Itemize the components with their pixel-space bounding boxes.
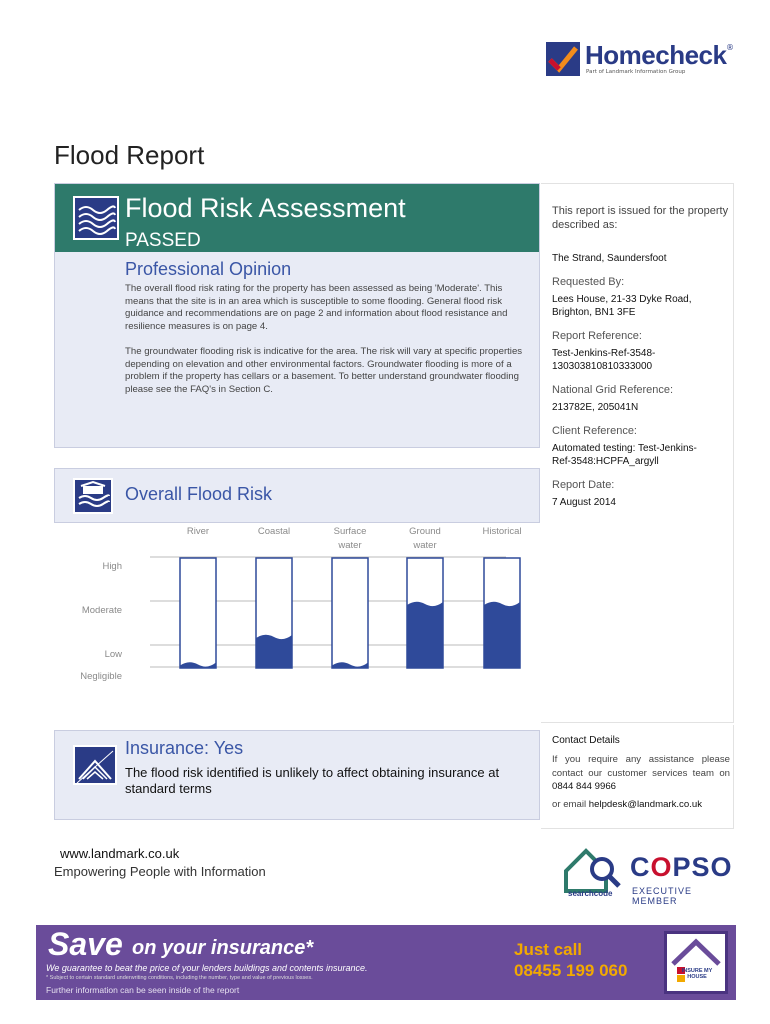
flood-risk-chart xyxy=(54,522,540,690)
tagline: Empowering People with Information xyxy=(54,864,266,879)
banner-further-info: Further information can be seen inside of the report xyxy=(46,985,240,995)
searchcode-label: searchcode xyxy=(568,889,613,898)
overall-risk-title: Overall Flood Risk xyxy=(125,484,273,504)
insurance-title: Insurance: Yes xyxy=(125,738,244,758)
copso-logo xyxy=(630,852,740,906)
contact-body-text: If you require any assistance please contact our customer services team on xyxy=(552,754,730,779)
overall-risk-panel xyxy=(54,468,540,523)
client-ref-line1: Automated testing: Test-Jenkins- xyxy=(552,443,697,454)
insurance-banner[interactable] xyxy=(36,925,736,1000)
logo-subtitle: Part of Landmark Information Group xyxy=(586,69,686,75)
level-label: Moderate xyxy=(81,605,122,616)
requested-by-line1: Lees House, 21-33 Dyke Road, xyxy=(552,294,692,305)
professional-opinion-title: Professional Opinion xyxy=(125,259,292,279)
groundwater-paragraph: The groundwater flooding risk is indicative for the area. The risk will vary at specific properties depending on elevation and other environmental factors. Groundwater flooding is more of a problem if the property has cellars or a basement. To better understand groundwater flooding please see the FAQ's in Section C. xyxy=(125,346,523,395)
homecheck-logo xyxy=(546,40,736,82)
column-fill xyxy=(256,635,292,668)
website-link[interactable]: www.landmark.co.uk xyxy=(60,846,180,861)
category-label: water xyxy=(413,540,437,551)
banner-save: Save xyxy=(48,926,123,962)
column-outline xyxy=(332,558,368,668)
category-label: water xyxy=(338,540,362,551)
report-ref-line2: 130303810810333000 xyxy=(552,361,653,372)
banner-small-print: * Subject to certain standard underwriting conditions, including the number, type and value of previous losses. xyxy=(46,975,313,981)
client-ref-line2: Ref-3548:HCPFA_argyll xyxy=(552,456,659,467)
insurance-icon xyxy=(73,745,117,785)
category-label: Ground xyxy=(409,526,441,537)
report-date-value: 7 August 2014 xyxy=(552,497,616,508)
grid-ref-value: 213782E, 205041N xyxy=(552,402,639,413)
level-label: Negligible xyxy=(80,671,122,682)
contact-email-prefix: or email xyxy=(552,798,589,810)
contact-body xyxy=(552,753,730,794)
insure-my-house-logo xyxy=(664,931,728,994)
copso-c: C xyxy=(630,852,651,882)
category-label: Coastal xyxy=(257,526,291,537)
copso-rest: PSO xyxy=(672,852,733,882)
contact-phone[interactable]: 0844 844 9966 xyxy=(552,781,617,792)
logo-name: Homecheck xyxy=(585,40,727,70)
waves-icon xyxy=(73,196,119,240)
requested-by-line2: Brighton, BN1 3FE xyxy=(552,307,636,318)
category-label: Historical xyxy=(482,526,522,537)
report-intro: This report is issued for the property described as: xyxy=(552,205,729,231)
copso-subtitle: EXECUTIVE MEMBER xyxy=(632,886,693,906)
category-label: Surface xyxy=(333,526,367,537)
report-ref-line1: Test-Jenkins-Ref-3548- xyxy=(552,348,656,359)
page-title: Flood Report xyxy=(54,140,205,170)
banner-headline: on your insurance* xyxy=(132,937,314,959)
searchcode-logo xyxy=(562,845,624,900)
column-fill xyxy=(407,602,443,668)
report-details xyxy=(541,183,734,723)
property-address: The Strand, Saundersfoot xyxy=(552,253,667,264)
client-ref-label: Client Reference: xyxy=(552,425,637,437)
logo-registered-mark: ® xyxy=(726,43,734,52)
banner-guarantee: We guarantee to beat the price of your lenders buildings and contents insurance. xyxy=(46,963,368,973)
insure-my-house-text: INSURE MY HOUSE xyxy=(681,968,713,980)
copso-o: O xyxy=(650,852,673,882)
checkmark-icon xyxy=(546,42,580,76)
insurance-panel xyxy=(54,730,540,820)
assessment-title: Flood Risk Assessment xyxy=(125,193,406,223)
assessment-status: PASSED xyxy=(125,230,201,251)
contact-details xyxy=(541,725,734,829)
requested-by-label: Requested By: xyxy=(552,276,625,288)
assessment-panel xyxy=(54,183,540,448)
insurance-text: The flood risk identified is unlikely to affect obtaining insurance at standard terms xyxy=(125,765,500,796)
opinion-paragraph: The overall flood risk rating for the property has been assessed as being 'Moderate'. This means that the site is in an area which is susceptible to some flooding. General flood risk guidance and recommendations are on page 2 and information about flood resistance and resilience measures is on page 4. xyxy=(125,283,508,332)
contact-email-line xyxy=(552,799,733,810)
report-ref-label: Report Reference: xyxy=(552,330,642,342)
level-label: Low xyxy=(104,649,122,660)
column-outline xyxy=(180,558,216,668)
contact-title: Contact Details xyxy=(552,735,620,746)
column-fill xyxy=(484,602,520,668)
banner-phone[interactable]: 08455 199 060 xyxy=(514,961,628,980)
grid-ref-label: National Grid Reference: xyxy=(552,384,674,396)
level-label: High xyxy=(102,561,122,572)
assessment-header xyxy=(55,184,539,252)
report-date-label: Report Date: xyxy=(552,479,615,491)
contact-email-link[interactable]: helpdesk@landmark.co.uk xyxy=(588,798,702,810)
banner-call-label: Just call xyxy=(514,940,583,959)
copso-name xyxy=(630,852,733,883)
category-label: River xyxy=(186,526,210,537)
flood-house-icon xyxy=(73,478,113,514)
